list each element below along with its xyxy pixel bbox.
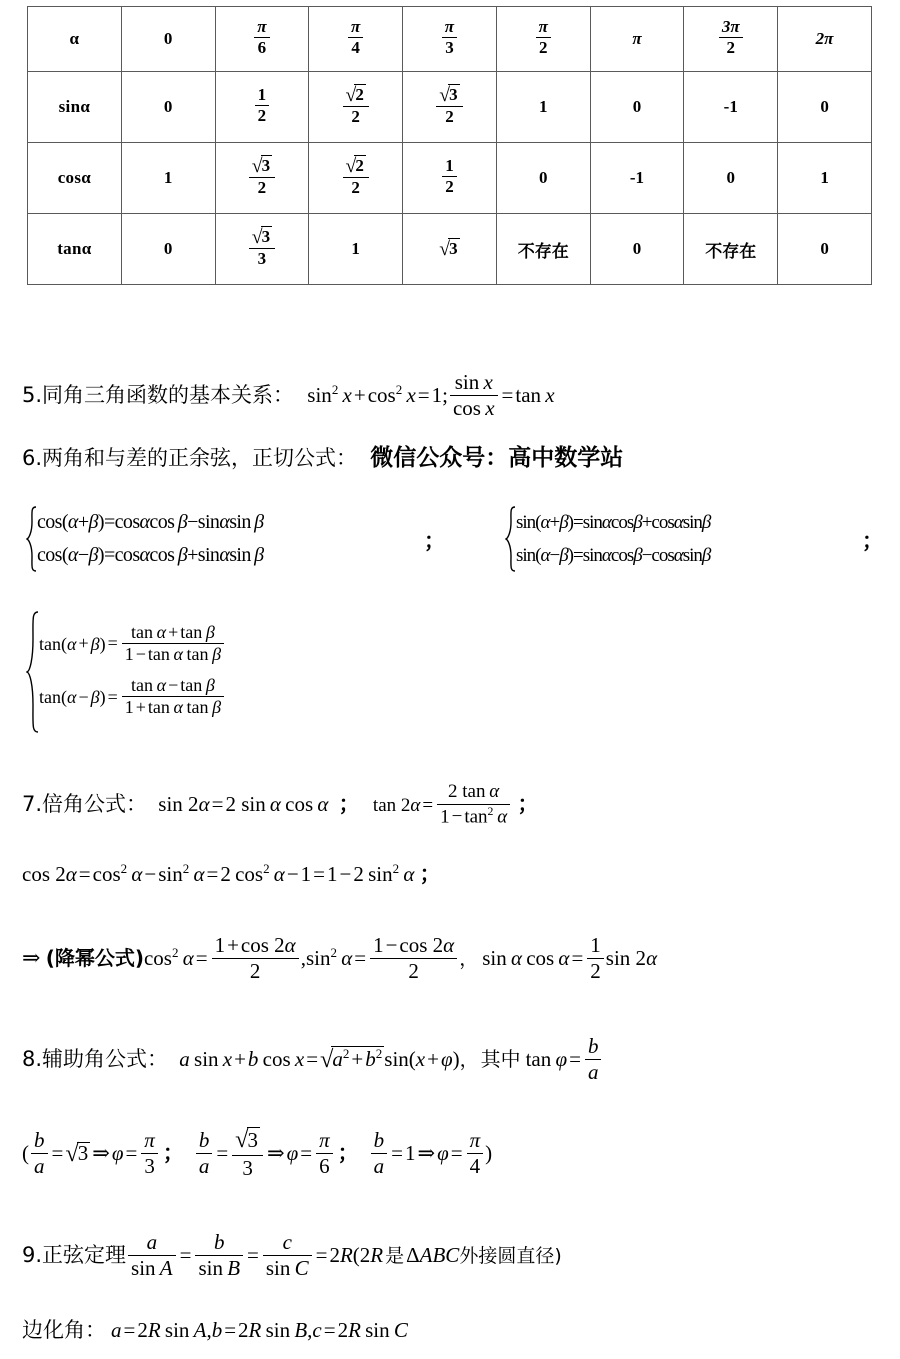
item-9-line — [22, 1229, 562, 1283]
left-brace-icon — [505, 506, 516, 572]
fraction-num: 2 tan α — [448, 781, 500, 803]
item-9-heading: 正弦定理 — [42, 1243, 127, 1268]
left-brace-icon — [26, 506, 37, 572]
where-label: 其中 — [480, 1047, 521, 1072]
fraction-1-2 — [442, 156, 457, 197]
fraction-num: a — [146, 1229, 158, 1254]
fraction-den: 2 — [536, 37, 551, 58]
fraction-num: π — [351, 16, 361, 36]
item-6-number: 6. — [22, 446, 43, 470]
nonexistent-label: 不存在 — [705, 241, 757, 261]
trig-value-table — [27, 6, 872, 285]
fraction-den: 6 — [254, 37, 269, 58]
fraction-num: b — [587, 1033, 599, 1058]
fraction-num — [249, 154, 275, 177]
row-label-cos-text: cosα — [57, 168, 92, 187]
fraction-num — [343, 154, 369, 177]
item-5-number: 5. — [22, 383, 43, 408]
fraction-den: 2 — [442, 176, 457, 197]
fraction-tan2a — [437, 781, 510, 828]
fraction-num: 1 — [590, 932, 601, 957]
fraction-den: cos x — [450, 395, 498, 421]
tan-formula-rows — [39, 621, 226, 721]
cell-cos-2pi: 1 — [778, 143, 872, 214]
separator-semicolon-2: ； — [862, 529, 883, 553]
tan-phi-formula: tan φ= $\frac{b}{a}$ — [526, 1047, 604, 1071]
item-9-number: 9. — [22, 1243, 43, 1268]
table-row-angle — [28, 7, 872, 72]
cell-angle-pi2 — [496, 7, 590, 72]
fraction-num: 3π — [721, 16, 740, 36]
sin-diff-formula: sin(α−β)=sinαcosβ−cosαsinβ — [516, 545, 711, 566]
item-5-heading: 同角三角函数的基本关系： — [42, 383, 295, 408]
fraction-sqrt3-2 — [249, 154, 275, 198]
fraction-num: 1 — [445, 155, 454, 175]
sqrt-icon: √3 — [251, 225, 271, 248]
cell-cos-pi: -1 — [590, 143, 684, 214]
fraction-sqrt3-2 — [436, 83, 462, 127]
cos-squared-formula: $\cos^2 \alpha=$ $\frac{1+\cos 2\alpha}{2}$ $,\sin^2$ α= $\frac{1-\cos 2\alpha}{2}$ — [144, 946, 459, 970]
row-label-tan-text: tanα — [57, 239, 92, 258]
fraction-num: sin x — [454, 369, 493, 394]
cell-angle-pi — [590, 7, 684, 72]
cell-tan-pi4: 1 — [309, 214, 403, 285]
angle-0-value: 0 — [163, 29, 173, 48]
fraction-pi-3 — [442, 17, 457, 58]
fraction-pi-6 — [316, 1128, 333, 1179]
separator-semicolon-1: ； — [424, 529, 445, 553]
trig-value-table-container — [27, 6, 872, 285]
fraction-pi-2 — [536, 17, 551, 58]
fraction-num — [343, 83, 369, 106]
sin-sum-diff-block — [505, 506, 710, 572]
item-7-line — [22, 783, 538, 830]
fraction-den: 3 — [141, 1153, 158, 1179]
row-label-alpha — [28, 7, 122, 72]
law-of-sines-note-suffix: 外接圆直径) — [459, 1245, 562, 1268]
item-7-number: 7. — [22, 791, 43, 816]
fraction-num: c — [282, 1229, 292, 1254]
cell-tan-pi3 — [403, 214, 497, 285]
cos-sum-formula: cos(α+β)=cosαcos β−sinαsin β — [37, 511, 264, 533]
fraction-num: 1 — [257, 84, 267, 104]
fraction-sin-sq — [370, 933, 457, 984]
cell-tan-3pi2 — [684, 214, 778, 285]
implies-icon: ⇒ — [22, 945, 41, 971]
cell-sin-pi3 — [403, 72, 497, 143]
fraction-3pi-2 — [719, 17, 743, 58]
fraction-den: $1 - \tan^2 \alpha$ — [437, 804, 510, 829]
fraction-den: 4 — [467, 1153, 484, 1179]
item-5-line — [22, 369, 555, 423]
sin-formula-rows — [516, 506, 710, 572]
side-to-angle-formula: a=2R sin A,b=2R sin B,c=2R sin C — [111, 1318, 408, 1342]
open-paren: ( — [22, 1141, 29, 1166]
row-label-sin-text: sinα — [58, 97, 91, 116]
sqrt-icon: $√a^2+b^2$ — [320, 1045, 383, 1073]
item-8-heading: 辅助角公式： — [42, 1047, 169, 1072]
fraction-sqrt3-3 — [249, 225, 275, 269]
law-of-sines-note-2r: 2R — [359, 1243, 384, 1268]
item-5-formula: $\sin^2 x+\cos^2$ x=1; $\frac{\text{sin x}}{\text{cos x}}$ =tan x — [307, 369, 555, 420]
item-7-semicolon-3: ； — [419, 862, 441, 886]
tan-double-angle-formula: tan 2α = $\frac{\text{2 tan α}}{1 - \tan^2 \alpha}$ — [373, 795, 512, 816]
fraction-den: 3 — [442, 37, 457, 58]
fraction-cos-sq — [212, 933, 299, 984]
fraction-den: a — [585, 1059, 602, 1085]
fraction-num: b — [213, 1229, 225, 1254]
cell-cos-pi2: 0 — [496, 143, 590, 214]
cell-tan-pi: 0 — [590, 214, 684, 285]
item-7-comma: ， — [459, 948, 479, 971]
fraction-num: b — [198, 1127, 210, 1152]
cos-diff-formula: cos(α−β)=cosαcos β+sinαsin β — [37, 544, 264, 566]
fraction-den: 2 — [719, 37, 743, 58]
cell-cos-3pi2: 0 — [684, 143, 778, 214]
cell-angle-pi4 — [309, 7, 403, 72]
law-of-sines-note-triangle: ΔABC — [406, 1243, 460, 1268]
fraction-den: sin A — [128, 1255, 176, 1281]
fraction-den: 2 — [587, 958, 604, 984]
power-reduction-line — [22, 932, 658, 986]
fraction-num: π — [319, 1127, 330, 1152]
table-row-tan — [28, 214, 872, 285]
fraction-b-sinB — [195, 1230, 243, 1281]
fraction-num — [232, 1126, 263, 1155]
cell-angle-0 — [121, 7, 215, 72]
fraction-b-a — [196, 1128, 213, 1179]
fraction-sqrt2-2 — [343, 154, 369, 198]
fraction-pi-4 — [348, 17, 363, 58]
fraction-sqrt3-3 — [232, 1126, 263, 1181]
row-label-tan — [28, 214, 122, 285]
fraction-c-sinC — [263, 1230, 312, 1281]
cell-sin-2pi: 0 — [778, 72, 872, 143]
fraction-a-sinA — [128, 1230, 176, 1281]
fraction-den: 1 − tan α tan β — [122, 643, 224, 665]
fraction-den: 4 — [348, 37, 363, 58]
fraction-den: sin C — [263, 1255, 312, 1281]
item-7-semicolon-1: ； — [338, 791, 360, 816]
cos-formula-rows — [37, 506, 264, 572]
row-label-alpha-text: α — [69, 29, 80, 48]
fraction-pi-3 — [141, 1128, 158, 1179]
sqrt-icon: √3 — [251, 154, 271, 177]
fraction-den: sin B — [195, 1255, 243, 1281]
sqrt-icon: √2 — [345, 154, 364, 177]
fraction-tan-diff — [122, 675, 224, 718]
cos-double-angle-formula: $\cos 2\alpha=\cos^2$ $\alpha-\sin^2$ α=2 $\cos^2 \alpha-1=1-2$ $\sin^2 \alpha$ ； — [22, 861, 441, 886]
fraction-sqrt2-2 — [343, 83, 369, 127]
fraction-den: 2 — [343, 177, 369, 198]
cell-angle-pi3 — [403, 7, 497, 72]
side-to-angle-line — [22, 1320, 408, 1341]
item-7-semicolon-2: ； — [517, 791, 539, 816]
item-8-number: 8. — [22, 1047, 43, 1072]
sqrt-icon: √3 — [65, 1139, 89, 1167]
law-of-sines-note-shi: 是 — [385, 1245, 405, 1268]
cell-angle-3pi2 — [684, 7, 778, 72]
sqrt-icon: √2 — [345, 83, 364, 106]
cell-angle-2pi — [778, 7, 872, 72]
cell-sin-pi6 — [215, 72, 309, 143]
fraction-den: a — [371, 1153, 388, 1179]
item-8-examples-line — [22, 1128, 492, 1183]
angle-pi-value: π — [632, 29, 642, 48]
fraction-sinx-cosx — [450, 370, 498, 421]
close-paren: ) — [485, 1141, 493, 1166]
fraction-pi-4 — [467, 1128, 484, 1179]
sin-sum-formula: sin(α+β)=sinαcosβ+cosαsinβ — [516, 512, 711, 533]
fraction-b-a — [31, 1128, 48, 1179]
cell-tan-2pi: 0 — [778, 214, 872, 285]
fraction-den: 2 — [249, 177, 275, 198]
example-1: $\frac{b}{a}$ =√3 ⇒φ= $\frac{\pi}{3}$ — [29, 1141, 160, 1165]
fraction-num: tan α + tan β — [131, 621, 215, 642]
tan-sum-formula: tan(α + β) = $\frac{\text{tan α + tan β}}{\text{1 − tan α tan β}}$ — [39, 624, 226, 667]
cell-sin-pi2: 1 — [496, 72, 590, 143]
angle-2pi-value: 2π — [815, 29, 834, 48]
row-label-cos — [28, 143, 122, 214]
fraction-den: 3 — [249, 248, 275, 269]
fraction-den: 2 — [212, 958, 299, 984]
fraction-num: b — [373, 1127, 385, 1152]
power-reduction-label: (降幂公式) — [45, 946, 144, 971]
fraction-den: 2 — [343, 106, 369, 127]
fraction-num: b — [34, 1127, 45, 1152]
cell-tan-pi2 — [496, 214, 590, 285]
law-of-sines-note-open: ( — [352, 1243, 360, 1268]
cell-cos-pi4 — [309, 143, 403, 214]
fraction-tan-sum — [122, 622, 224, 665]
tan-sum-diff-block — [26, 611, 226, 733]
fraction-1-2 — [255, 85, 270, 126]
cell-cos-pi3 — [403, 143, 497, 214]
fraction-num: π — [538, 16, 548, 36]
cell-sin-pi: 0 — [590, 72, 684, 143]
cos-sum-diff-block — [26, 506, 264, 572]
sin-double-angle-formula: sin 2α=2 sin α cos α — [158, 791, 329, 816]
fraction-den: 6 — [316, 1153, 333, 1179]
cell-tan-pi6 — [215, 214, 309, 285]
fraction-den: 2 — [370, 958, 457, 984]
fraction-num: π — [257, 16, 267, 36]
side-to-angle-label: 边化角： — [22, 1318, 106, 1342]
fraction-num: π — [444, 16, 455, 36]
tan-diff-formula: tan(α − β) = $\frac{\text{tan α − tan β}}{\text{1 + tan α tan β}}$ — [39, 677, 226, 720]
example-2: $\frac{b}{a}$ = $\frac{√3}{3}$ ⇒φ= $\frac{\pi}{6}$ — [194, 1141, 335, 1165]
cell-sin-0: 0 — [121, 72, 215, 143]
item-6-heading: 两角和与差的正余弦，正切公式： — [42, 446, 358, 470]
fraction-num — [249, 225, 275, 248]
fraction-num: 1+cos 2α — [214, 932, 296, 957]
watermark-text: 微信公众号：高中数学站 — [370, 445, 624, 471]
cell-cos-pi6 — [215, 143, 309, 214]
sqrt-icon: √3 — [439, 237, 458, 260]
cell-angle-pi6 — [215, 7, 309, 72]
cell-cos-0: 1 — [121, 143, 215, 214]
fraction-num: π — [144, 1127, 155, 1152]
cell-sin-pi4 — [309, 72, 403, 143]
nonexistent-label: 不存在 — [517, 241, 569, 261]
fraction-den: 2 — [255, 105, 270, 126]
table-row-sin — [28, 72, 872, 143]
sqrt-icon: √3 — [235, 1126, 259, 1154]
left-brace-icon — [26, 611, 39, 733]
item-8-line — [22, 1033, 603, 1087]
fraction-b-a — [585, 1034, 602, 1085]
fraction-num — [436, 83, 462, 106]
fraction-num: tan α − tan β — [131, 675, 215, 696]
item-7-heading: 倍角公式： — [42, 791, 148, 816]
fraction-den: a — [31, 1153, 48, 1179]
example-3: $\frac{b}{a}$ =1⇒φ= $\frac{\pi}{4}$ — [369, 1141, 485, 1165]
item-8-semicolon-1: ； — [162, 1141, 184, 1166]
fraction-den: 2 — [436, 106, 462, 127]
fraction-one-half — [587, 933, 604, 984]
sincos-half-formula: sin α cos α= $\frac{1}{2}$ sin 2α — [482, 932, 658, 983]
fraction-b-a — [371, 1128, 388, 1179]
row-label-sin — [28, 72, 122, 143]
item-6-line — [22, 447, 623, 470]
fraction-num: 1−cos 2α — [373, 932, 455, 957]
cell-tan-0: 0 — [121, 214, 215, 285]
table-row-cos — [28, 143, 872, 214]
law-of-sines-formula: $\frac{a}{\text{sin A}}$ = $\frac{b}{\text{sin B}}$ = $\frac{c}{\text{sin C}}$ =2R — [126, 1243, 353, 1267]
auxiliary-angle-formula: a sin x+b $\cos x=√a^2+b^2\sin(x+\varphi)$ — [179, 1045, 460, 1073]
item-8-comma: ， — [459, 1049, 479, 1072]
item-8-semicolon-2: ； — [337, 1141, 359, 1166]
fraction-den: 1 + tan α tan β — [122, 696, 224, 718]
cell-sin-3pi2: -1 — [684, 72, 778, 143]
fraction-num: π — [469, 1127, 481, 1152]
fraction-den: a — [196, 1153, 213, 1179]
sqrt-icon: √3 — [439, 83, 458, 106]
fraction-den: 3 — [232, 1155, 263, 1181]
fraction-pi-6 — [254, 17, 269, 58]
